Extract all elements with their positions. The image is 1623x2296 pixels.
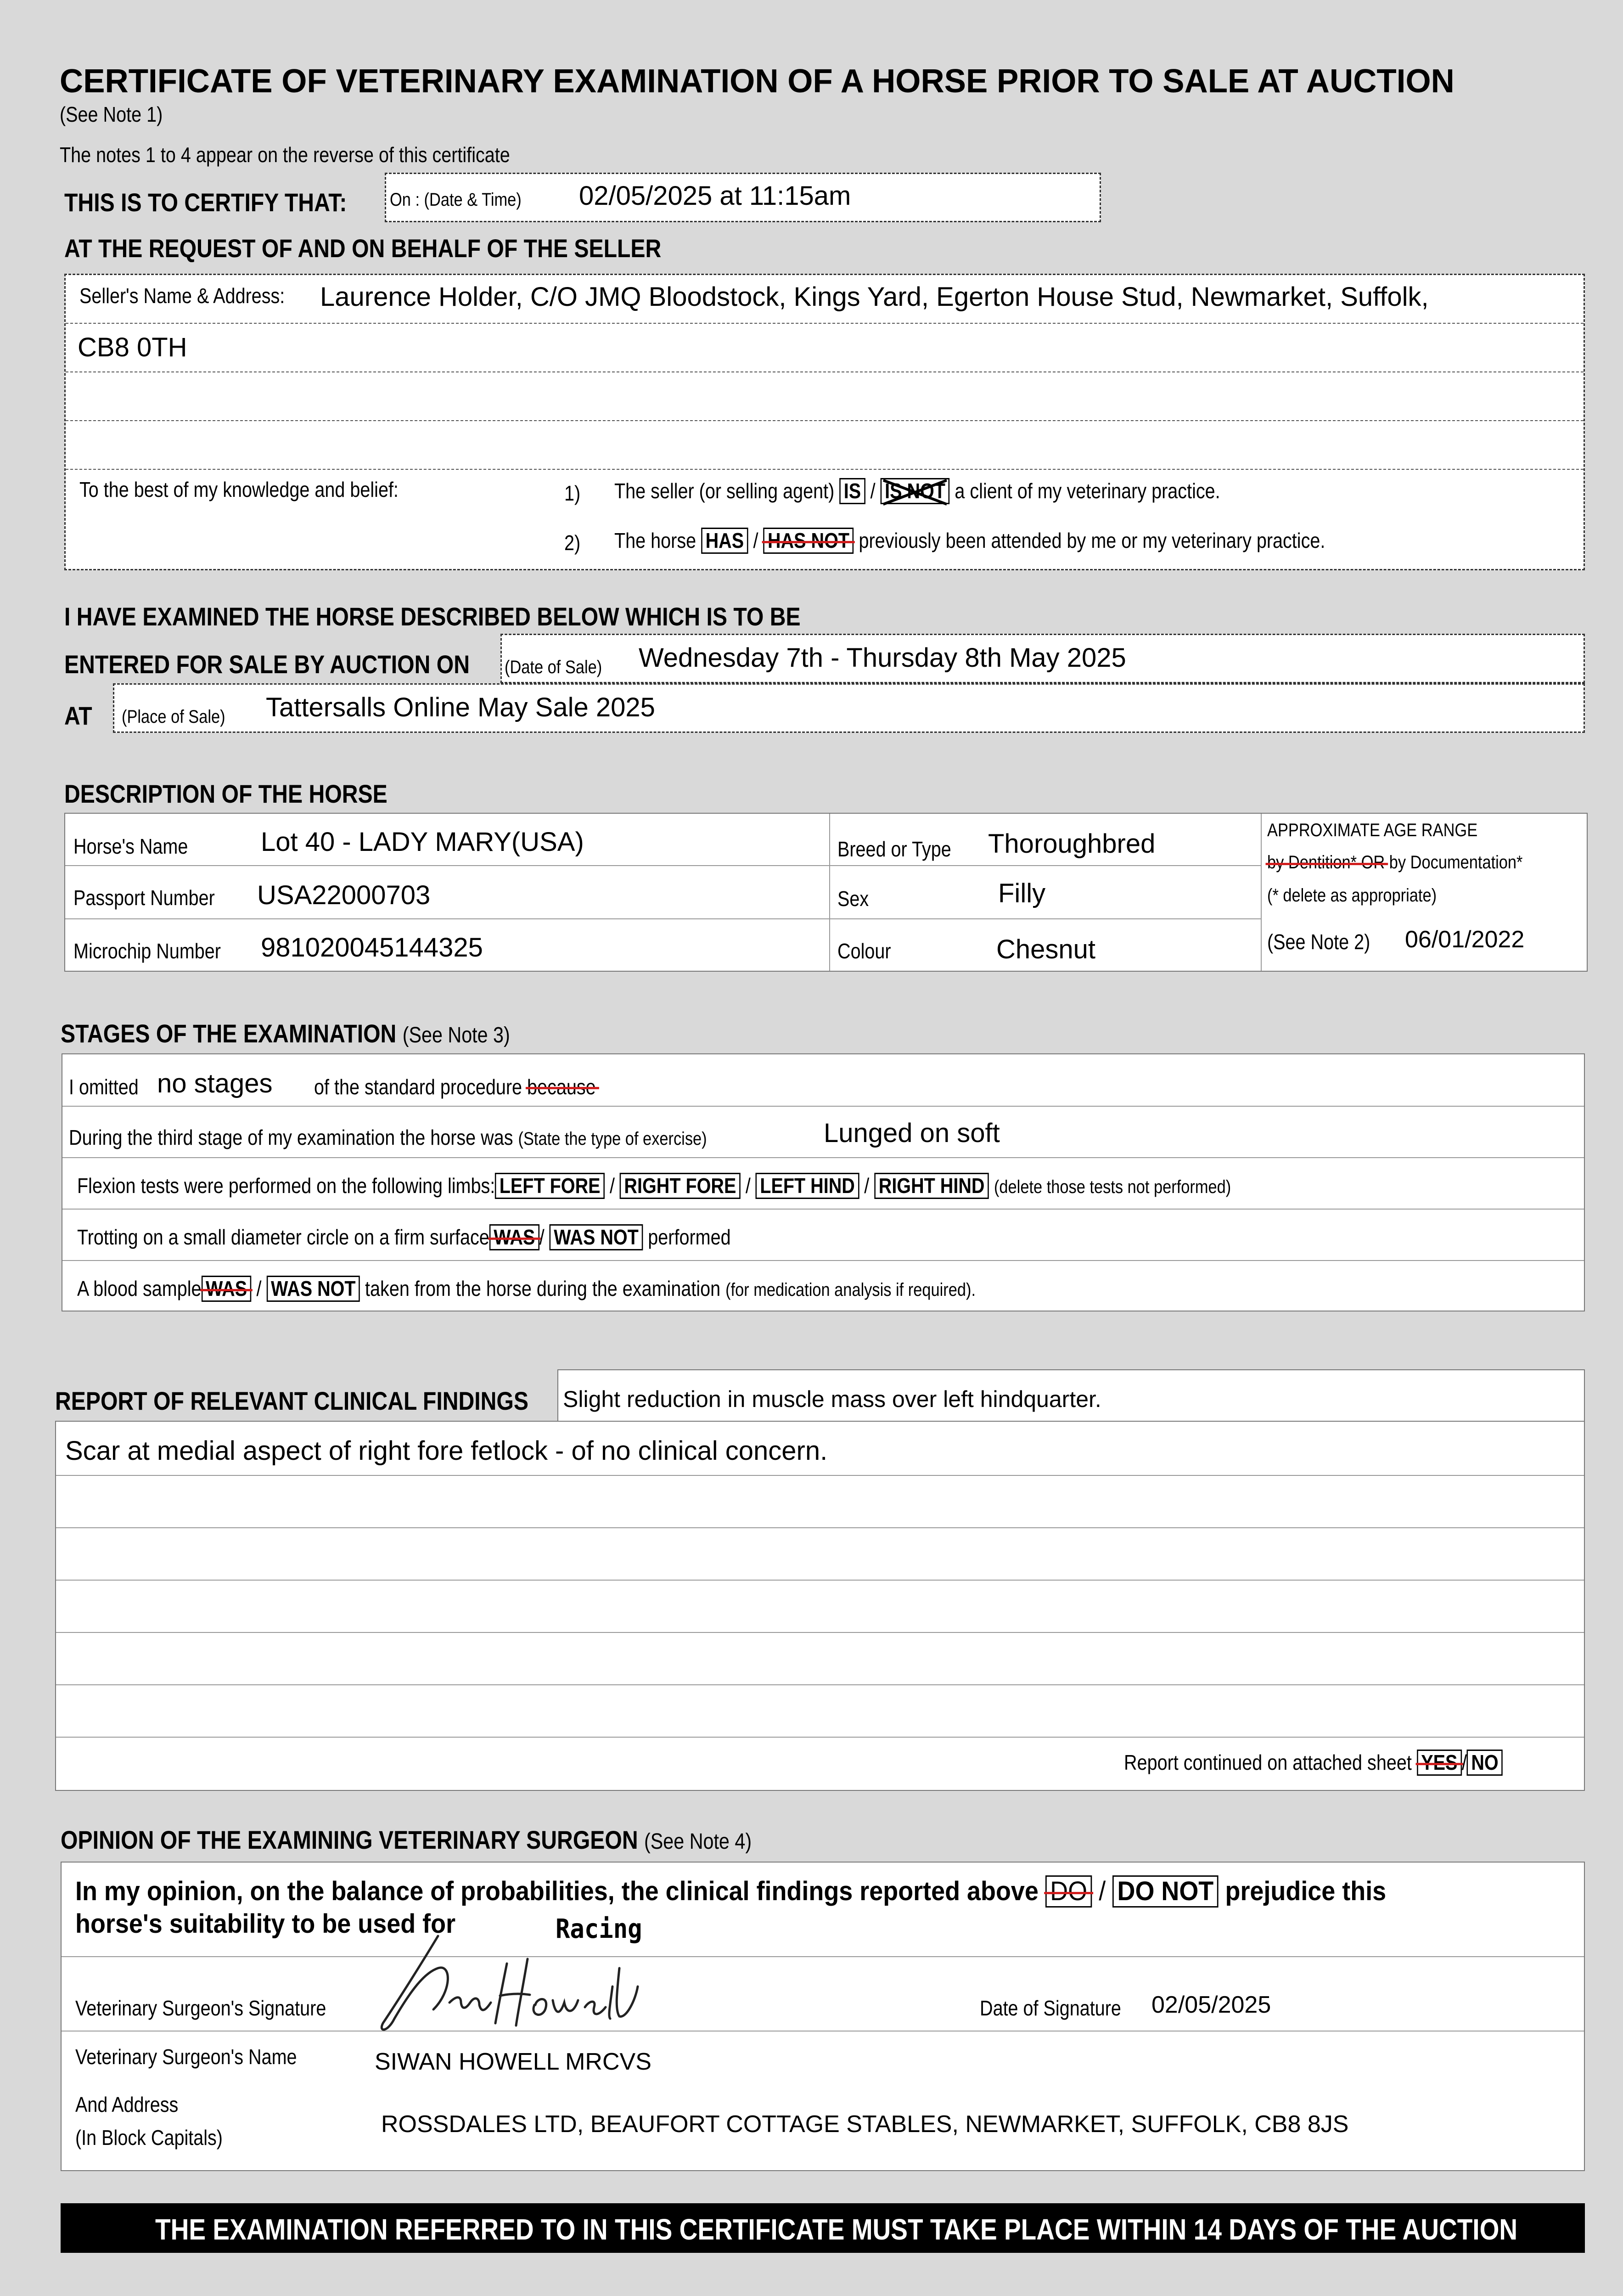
age-value[interactable]: 06/01/2022 [1405, 926, 1525, 953]
stages-table [62, 1053, 1585, 1311]
vet-name-label: Veterinary Surgeon's Name [75, 2045, 297, 2069]
exam-datetime-label: On : (Date & Time) [390, 190, 522, 210]
opinion-do-not-option[interactable]: DO NOT [1112, 1875, 1218, 1908]
item1-number: 1) [564, 481, 581, 505]
seller-address-line1[interactable]: Laurence Holder, C/O JMQ Bloodstock, Kings Yard, Egerton House Stud, Newmarket, Suffolk, [320, 282, 1429, 312]
flexion-right-hind[interactable]: RIGHT HIND [874, 1173, 989, 1199]
seller-box [64, 274, 1585, 570]
sex-value[interactable]: Filly [998, 878, 1046, 908]
microchip-label: Microchip Number [73, 939, 221, 963]
breed-value[interactable]: Thoroughbred [988, 829, 1156, 859]
omitted-value[interactable]: no stages [157, 1069, 273, 1098]
findings-heading: REPORT OF RELEVANT CLINICAL FINDINGS [55, 1386, 529, 1415]
age-see-note: (See Note 2) [1267, 930, 1370, 954]
horse-table [64, 813, 1588, 972]
flexion-left-fore[interactable]: LEFT FORE [495, 1173, 605, 1199]
use-value[interactable]: Racing [556, 1913, 642, 1944]
continued-row: Report continued on attached sheet YES / NO [1124, 1750, 1503, 1776]
item2-has-not-option[interactable]: HAS NOT [764, 528, 854, 554]
footer-banner-text: THE EXAMINATION REFERRED TO IN THIS CERTIFICATE MUST TAKE PLACE WITHIN 14 DAYS OF THE AUCTION [155, 2213, 1518, 2246]
item2-has-option[interactable]: HAS [701, 528, 748, 554]
vet-address-label-2: (In Block Capitals) [75, 2126, 223, 2150]
horse-heading: DESCRIPTION OF THE HORSE [64, 779, 387, 808]
sex-label: Sex [837, 887, 869, 911]
item2-number: 2) [564, 531, 581, 555]
age-documentation-option[interactable]: by Documentation* [1389, 852, 1523, 872]
age-heading: APPROXIMATE AGE RANGE [1267, 820, 1478, 840]
omitted-label: I omitted [69, 1075, 139, 1099]
continued-no-option[interactable]: NO [1467, 1750, 1503, 1776]
signature-image [369, 1918, 718, 2037]
footer-banner [61, 2203, 1585, 2253]
trotting-was-option[interactable]: WAS [489, 1224, 539, 1250]
sale-place-value[interactable]: Tattersalls Online May Sale 2025 [266, 692, 655, 722]
blood-row: A blood sample WAS / WAS NOT taken from the horse during the examination (for medication analysis if required). [77, 1276, 976, 1302]
findings-line1[interactable]: Slight reduction in muscle mass over left hindquarter. [563, 1386, 1101, 1412]
sale-date-box [500, 634, 1585, 683]
item2-text: The horse HAS / HAS NOT previously been attended by me or my veterinary practice. [614, 528, 1325, 554]
seller-address-line2[interactable]: CB8 0TH [78, 332, 187, 362]
trotting-was-not-option[interactable]: WAS NOT [550, 1224, 643, 1250]
breed-label: Breed or Type [837, 837, 951, 861]
age-dentition-option[interactable]: by Dentition* OR [1267, 852, 1385, 872]
notes-line: The notes 1 to 4 appear on the reverse of this certificate [60, 143, 510, 167]
trotting-row: Trotting on a small diameter circle on a firm surface WAS / WAS NOT performed [77, 1224, 731, 1250]
sale-date-value[interactable]: Wednesday 7th - Thursday 8th May 2025 [639, 643, 1126, 673]
horse-name-value[interactable]: Lot 40 - LADY MARY(USA) [261, 827, 584, 857]
age-method [1267, 852, 1522, 873]
item1-text: The seller (or selling agent) IS / IS NOT a client of my veterinary practice. [614, 478, 1220, 504]
see-note-1: (See Note 1) [60, 102, 163, 126]
blood-was-not-option[interactable]: WAS NOT [267, 1276, 360, 1302]
signature-label: Veterinary Surgeon's Signature [75, 1996, 326, 2020]
blood-was-option[interactable]: WAS [202, 1276, 252, 1302]
passport-value[interactable]: USA22000703 [257, 880, 431, 910]
vet-address-label-1: And Address [75, 2093, 179, 2116]
continued-yes-option[interactable]: YES [1417, 1750, 1462, 1776]
third-stage-value[interactable]: Lunged on soft [824, 1118, 1000, 1148]
sale-at-label: AT [64, 701, 92, 730]
opinion-do-option[interactable]: DO [1045, 1875, 1092, 1908]
certificate-title: CERTIFICATE OF VETERINARY EXAMINATION OF A HORSE PRIOR TO SALE AT AUCTION [60, 63, 1455, 100]
certify-label: THIS IS TO CERTIFY THAT: [64, 188, 347, 217]
vet-address-value[interactable]: ROSSDALES LTD, BEAUFORT COTTAGE STABLES, NEWMARKET, SUFFOLK, CB8 8JS [381, 2111, 1349, 2138]
passport-label: Passport Number [73, 886, 215, 910]
omitted-post: of the standard procedure because [314, 1075, 596, 1099]
exam-datetime-value[interactable]: 02/05/2025 at 11:15am [579, 181, 851, 211]
exam-datetime-box [385, 173, 1101, 222]
omitted-because[interactable]: because [527, 1075, 596, 1099]
colour-label: Colour [837, 939, 891, 963]
third-stage-label: During the third stage of my examination the horse was (State the type of exercise) [69, 1125, 707, 1149]
age-delete-note: (* delete as appropriate) [1267, 885, 1437, 906]
opinion-box [61, 1862, 1585, 2171]
request-heading: AT THE REQUEST OF AND ON BEHALF OF THE SELLER [64, 234, 662, 263]
sale-place-box [113, 683, 1585, 733]
findings-box [55, 1421, 1585, 1791]
opinion-statement-line2: horse's suitability to be used for [75, 1909, 456, 1939]
item1-is-option[interactable]: IS [839, 478, 865, 504]
microchip-value[interactable]: 981020045144325 [261, 933, 483, 962]
vet-name-value[interactable]: SIWAN HOWELL MRCVS [375, 2048, 651, 2075]
knowledge-label: To the best of my knowledge and belief: [79, 478, 399, 501]
sale-date-label: (Date of Sale) [505, 657, 602, 677]
sale-place-label: (Place of Sale) [122, 707, 225, 727]
findings-first-line-box [557, 1369, 1585, 1422]
item1-is-not-option[interactable]: IS NOT [881, 478, 950, 504]
flexion-row: Flexion tests were performed on the following limbs: LEFT FORE / RIGHT FORE / LEFT HIND / RIGHT HIND (delete those tests not performed) [77, 1173, 1231, 1199]
sale-heading-1: I HAVE EXAMINED THE HORSE DESCRIBED BELOW WHICH IS TO BE [64, 602, 801, 631]
stages-heading: STAGES OF THE EXAMINATION (See Note 3) [61, 1019, 510, 1048]
horse-name-label: Horse's Name [73, 834, 188, 858]
colour-value[interactable]: Chesnut [996, 934, 1096, 964]
signature-date-label: Date of Signature [980, 1996, 1121, 2020]
seller-label: Seller's Name & Address: [79, 284, 285, 308]
flexion-right-fore[interactable]: RIGHT FORE [620, 1173, 741, 1199]
opinion-heading: OPINION OF THE EXAMINING VETERINARY SURGEON (See Note 4) [61, 1825, 752, 1854]
flexion-left-hind[interactable]: LEFT HIND [756, 1173, 859, 1199]
sale-heading-2: ENTERED FOR SALE BY AUCTION ON [64, 650, 470, 679]
opinion-statement-line1: In my opinion, on the balance of probabilities, the clinical findings reported above DO / DO NOT prejudice this [75, 1875, 1386, 1908]
signature-date-value[interactable]: 02/05/2025 [1151, 1992, 1271, 2018]
findings-line2[interactable]: Scar at medial aspect of right fore fetlock - of no clinical concern. [65, 1436, 828, 1466]
